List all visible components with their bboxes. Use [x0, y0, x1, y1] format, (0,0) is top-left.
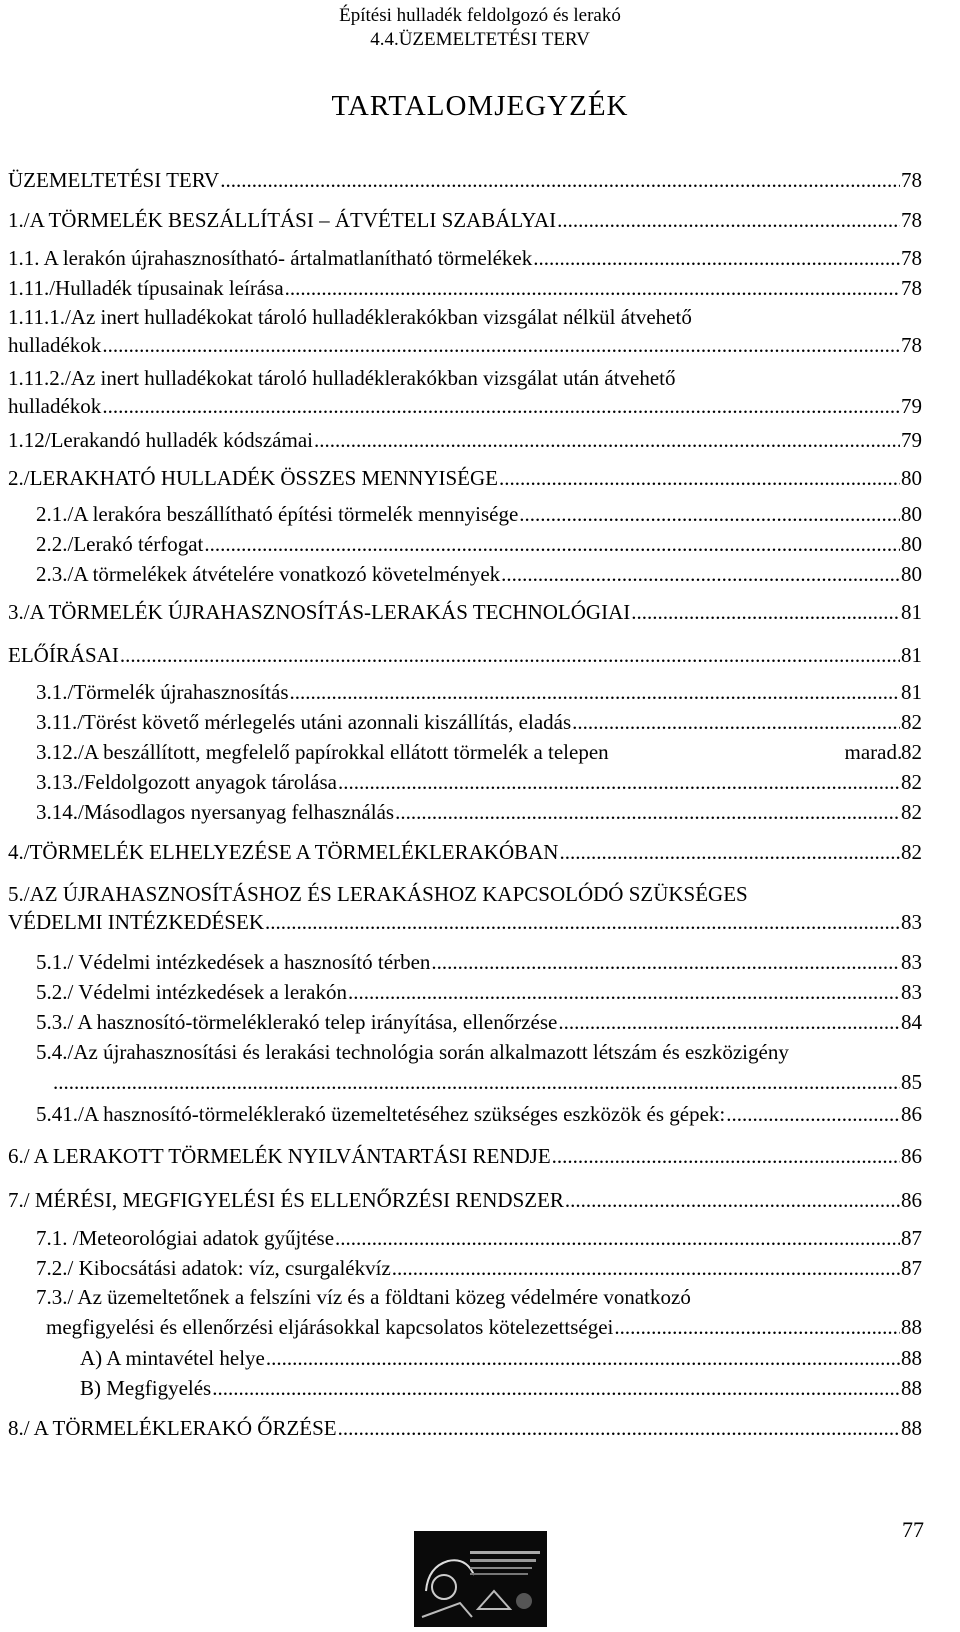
toc-entry-text-line1: 5./AZ ÚJRAHASZNOSÍTÁSHOZ ÉS LERAKÁSHOZ KAPCSOLÓDÓ SZÜKSÉGES: [8, 882, 748, 906]
toc-entry[interactable]: [8, 428, 922, 452]
toc-entry-text: hulladékok: [8, 394, 102, 418]
toc-entry-page: 88: [901, 1315, 922, 1339]
toc-entry[interactable]: [36, 680, 922, 704]
toc-entry-text: 7.1. /Meteorológiai adatok gyűjtése: [36, 1226, 335, 1250]
toc-entry-text-line1: 1.11.2./Az inert hulladékokat tároló hulladéklerakókban vizsgálat után átvehető: [8, 366, 676, 390]
toc-entry-text: 2./LERAKHATÓ HULLADÉK ÖSSZES MENNYISÉGE: [8, 466, 498, 490]
toc-entry-text: 3.13./Feldolgozott anyagok tárolása: [36, 770, 337, 794]
toc-leader-dots: [338, 1416, 900, 1440]
toc-entry-text: ELŐÍRÁSAI: [8, 643, 119, 667]
toc-entry[interactable]: [8, 1416, 922, 1440]
toc-leader-dots: [565, 1188, 900, 1212]
toc-entry[interactable]: [36, 1226, 922, 1250]
toc-entry[interactable]: [8, 276, 922, 300]
toc-entry-text: hulladékok: [8, 333, 102, 357]
toc-entry-page: 78: [901, 246, 922, 270]
toc-leader-dots: [285, 276, 900, 300]
toc-entry-page: 86: [901, 1144, 922, 1168]
toc-leader-dots: [395, 800, 900, 824]
toc-entry-text-line1: 7.3./ Az üzemeltetőnek a felszíni víz és a földtani közeg védelmére vonatkozó: [36, 1285, 691, 1309]
toc-entry[interactable]: 3.12./A beszállított, megfelelő papírokkal ellátott törmelék a telepen marad . 82: [36, 740, 922, 764]
toc-leader-dots: [266, 1346, 900, 1370]
toc-entry-text-line1: 1.11.1./Az inert hulladékokat tároló hulladéklerakókban vizsgálat nélkül átvehető: [8, 305, 692, 329]
toc-entry[interactable]: [36, 800, 922, 824]
page-number: 77: [902, 1517, 924, 1542]
toc-entry-text: 5.3./ A hasznosító-törmeléklerakó telep irányítása, ellenőrzése: [36, 1010, 558, 1034]
toc-entry-page: 79: [901, 394, 922, 418]
toc-entry-page: 80: [901, 562, 922, 586]
toc-entry-page: 78: [901, 333, 922, 357]
toc-entry-page: 88: [901, 1376, 922, 1400]
toc-entry-page: 79: [901, 428, 922, 452]
toc-entry-text: 3.12./A beszállított, megfelelő papírokkal ellátott törmelék a telepen: [36, 740, 609, 764]
toc-entry[interactable]: [36, 1010, 922, 1034]
toc-entry-text: 3.14./Másodlagos nyersanyag felhasználás: [36, 800, 395, 824]
toc-entry[interactable]: [8, 246, 922, 270]
toc-entry-text: 8./ A TÖRMELÉKLERAKÓ ŐRZÉSE: [8, 1416, 337, 1440]
toc-entry-text: 7.2./ Kibocsátási adatok: víz, csurgalékvíz: [36, 1256, 391, 1280]
toc-entry[interactable]: [8, 366, 922, 418]
toc-entry-page: 78: [901, 276, 922, 300]
toc-entry-text: 1.11./Hulladék típusainak leírása: [8, 276, 284, 300]
toc-entry-text: 1.1. A lerakón újrahasznosítható- ártalmatlanítható törmelékek: [8, 246, 533, 270]
toc-leader-dots: [631, 600, 900, 624]
toc-entry-page: 83: [901, 910, 922, 934]
toc-entry-page: 88: [901, 1346, 922, 1370]
toc-entry-text: 5.1./ Védelmi intézkedések a hasznosító térben: [36, 950, 431, 974]
toc-entry[interactable]: [80, 1346, 922, 1370]
toc-entry[interactable]: [8, 840, 922, 864]
toc-leader-dots: [726, 1102, 900, 1126]
toc-entry-page: 83: [901, 980, 922, 1004]
toc-leader-dots: [558, 1010, 900, 1034]
toc-entry-text: 7./ MÉRÉSI, MEGFIGYELÉSI ÉS ELLENŐRZÉSI RENDSZER: [8, 1188, 564, 1212]
toc-entry[interactable]: [8, 305, 922, 357]
toc-entry-text: B) Megfigyelés: [80, 1376, 212, 1400]
toc-entry-page: 82: [901, 800, 922, 824]
toc-leader-dots: [120, 643, 900, 667]
toc-entry-page: 87: [901, 1226, 922, 1250]
toc-entry-page: 82: [901, 710, 922, 734]
toc-entry-page: 78: [901, 208, 922, 232]
toc-entry[interactable]: [36, 532, 922, 556]
toc-entry-text: 2.3./A törmelékek átvételére vonatkozó követelmények: [36, 562, 501, 586]
toc-entry[interactable]: [8, 466, 922, 490]
toc-leader-dots: [265, 910, 900, 934]
toc-entry-page: 85: [901, 1070, 922, 1094]
toc-entry-page: 80: [901, 502, 922, 526]
toc-entry-text: ÜZEMELTETÉSI TERV: [8, 168, 220, 192]
toc-entry[interactable]: [36, 770, 922, 794]
toc-leader-dots: [212, 1376, 900, 1400]
toc-entry[interactable]: [36, 950, 922, 974]
company-logo: [414, 1531, 547, 1627]
toc-entry[interactable]: [8, 168, 922, 192]
toc-leader-dots: [220, 168, 900, 192]
toc-entry[interactable]: [8, 882, 922, 934]
toc-entry-text: 6./ A LERAKOTT TÖRMELÉK NYILVÁNTARTÁSI RENDJE: [8, 1144, 551, 1168]
toc-entry-text: VÉDELMI INTÉZKEDÉSEK: [8, 910, 265, 934]
toc-entry-page: 81: [901, 600, 922, 624]
toc-entry-text: A) A mintavétel helye: [80, 1346, 265, 1370]
toc-entry-text: 1.12/Lerakandó hulladék kódszámai: [8, 428, 313, 452]
toc-leader-dots: [392, 1256, 900, 1280]
page-title: TARTALOMJEGYZÉK: [331, 90, 629, 122]
toc-entry[interactable]: [8, 643, 922, 667]
toc-entry[interactable]: [36, 1285, 922, 1339]
toc-leader-dots: [519, 502, 900, 526]
toc-entry-page: 88: [901, 1416, 922, 1440]
toc-entry-text: 5.41./A hasznosító-törmeléklerakó üzemeltetéséhez szükséges eszközök és gépek:: [36, 1102, 726, 1126]
toc-entry-page: 80: [901, 532, 922, 556]
toc-entry[interactable]: [8, 1188, 922, 1212]
toc-leader-dots: [335, 1226, 900, 1250]
toc-entry-text: 4./TÖRMELÉK ELHELYEZÉSE A TÖRMELÉKLERAKÓBAN: [8, 840, 559, 864]
toc-leader-dots: [614, 1315, 900, 1339]
toc-leader-dots: [53, 1070, 900, 1094]
toc-leader-dots: [499, 466, 900, 490]
toc-entry[interactable]: [8, 208, 922, 232]
toc-leader-dots: [102, 333, 900, 357]
toc-entry-text: 5.2./ Védelmi intézkedések a lerakón: [36, 980, 348, 1004]
toc-leader-dots: [557, 208, 900, 232]
toc-entry-page: 86: [901, 1102, 922, 1126]
toc-entry[interactable]: [36, 1102, 922, 1126]
document-header-section: 4.4.ÜZEMELTETÉSI TERV: [370, 29, 590, 50]
toc-leader-dots: [348, 980, 900, 1004]
toc-entry-page: 78: [901, 168, 922, 192]
toc-leader-dots: [102, 394, 900, 418]
toc-entry[interactable]: [36, 710, 922, 734]
toc-entry-text: 2.2./Lerakó térfogat: [36, 532, 204, 556]
toc-leader-dots: [290, 680, 900, 704]
toc-leader-dots: [431, 950, 900, 974]
toc-entry[interactable]: [36, 1256, 922, 1280]
toc-entry-page: 80: [901, 466, 922, 490]
toc-entry-page: 82: [901, 740, 922, 764]
toc-entry-page: 84: [901, 1010, 922, 1034]
toc-leader-dots: [533, 246, 900, 270]
toc-entry-text: 3.11./Törést követő mérlegelés utáni azonnali kiszállítás, eladás: [36, 710, 572, 734]
toc-leader-dots: [338, 770, 900, 794]
toc-entry-page: 81: [901, 680, 922, 704]
toc-entry-page: 82: [901, 840, 922, 864]
toc-entry-text: megfigyelési és ellenőrzési eljárásokkal kapcsolatos kötelezettségei: [46, 1315, 614, 1339]
toc-entry[interactable]: [36, 980, 922, 1004]
toc-entry-text-line1: 5.4./Az újrahasznosítási és lerakási technológia során alkalmazott létszám és eszközigény: [36, 1040, 789, 1064]
toc-entry-text: 2.1./A lerakóra beszállítható építési törmelék mennyisége: [36, 502, 519, 526]
toc-entry-page: 81: [901, 643, 922, 667]
toc-leader-dots: [559, 840, 900, 864]
toc-entry-text-end: marad: [844, 740, 897, 764]
toc-entry[interactable]: [8, 1144, 922, 1168]
toc-entry[interactable]: [36, 502, 922, 526]
toc-entry-text: 3.1./Törmelék újrahasznosítás: [36, 680, 289, 704]
toc-entry-text: 3./A TÖRMELÉK ÚJRAHASZNOSÍTÁS-LERAKÁS TECHNOLÓGIAI: [8, 600, 631, 624]
document-header-title: Építési hulladék feldolgozó és lerakó: [339, 5, 621, 26]
toc-entry[interactable]: [36, 562, 922, 586]
toc-entry-text: 1./A TÖRMELÉK BESZÁLLÍTÁSI – ÁTVÉTELI SZABÁLYAI: [8, 208, 557, 232]
toc-leader-dots: [572, 710, 900, 734]
toc-leader-dots: [552, 1144, 900, 1168]
toc-entry-page: 83: [901, 950, 922, 974]
toc-leader-dots: [204, 532, 900, 556]
toc-entry[interactable]: [80, 1376, 922, 1400]
toc-entry[interactable]: [36, 1040, 922, 1094]
toc-entry[interactable]: [8, 600, 922, 624]
toc-leader-dots: [501, 562, 900, 586]
toc-entry-page: 86: [901, 1188, 922, 1212]
toc-entry-page: 82: [901, 770, 922, 794]
toc-entry-page: 87: [901, 1256, 922, 1280]
toc-leader-dots: [314, 428, 900, 452]
